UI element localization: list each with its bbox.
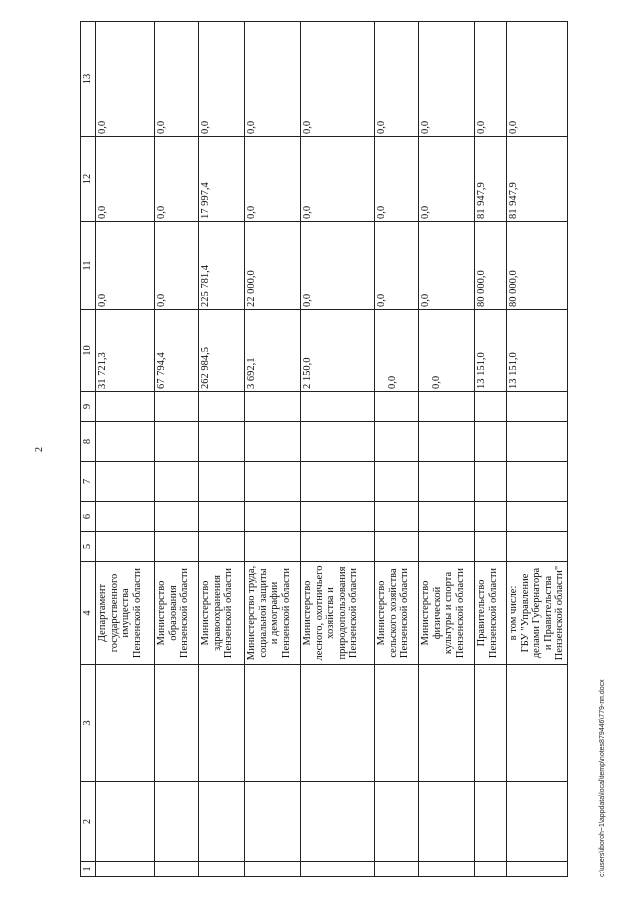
organization-line: сельского хозяйства bbox=[387, 568, 399, 658]
value-cell-col-11: 0,0 bbox=[419, 222, 475, 310]
column-header: 8 bbox=[81, 422, 96, 462]
value-cell-col-12: 0,0 bbox=[155, 137, 199, 222]
organization-line: Министерство bbox=[376, 580, 387, 646]
organization-line: Министерство bbox=[200, 580, 211, 646]
value-cell-col-10: 13 151,0 bbox=[475, 310, 507, 392]
empty-cell bbox=[419, 665, 475, 782]
organization-line: и демографии bbox=[269, 581, 280, 645]
table-row bbox=[507, 22, 568, 877]
value-cell-col-12: 0,0 bbox=[419, 137, 475, 222]
organization-line: Пензенской области bbox=[131, 567, 143, 659]
value-cell-col-11: 0,0 bbox=[155, 222, 199, 310]
organization-line: Пензенской области" bbox=[554, 565, 565, 661]
empty-cell bbox=[199, 422, 245, 462]
table-row bbox=[96, 22, 155, 877]
empty-cell bbox=[507, 462, 568, 502]
empty-cell bbox=[475, 502, 507, 532]
empty-cell bbox=[155, 422, 199, 462]
file-path-footer: c:\users\iboroh~1\appdata\local\temp\notes879446\779-пп.docx bbox=[599, 679, 606, 877]
empty-cell bbox=[375, 665, 419, 782]
empty-cell bbox=[507, 862, 568, 877]
page-number: 2 bbox=[34, 447, 45, 452]
empty-cell bbox=[199, 392, 245, 422]
empty-cell bbox=[199, 665, 245, 782]
table-row bbox=[199, 22, 245, 877]
empty-cell bbox=[245, 532, 301, 562]
organization-cell bbox=[96, 562, 155, 665]
empty-cell bbox=[96, 782, 155, 862]
column-header: 11 bbox=[81, 222, 96, 310]
empty-cell bbox=[245, 392, 301, 422]
column-header: 7 bbox=[81, 462, 96, 502]
value-cell-col-11: 22 000,0 bbox=[245, 222, 301, 310]
value-cell-col-13: 0,0 bbox=[375, 22, 419, 137]
organization-line: Департамент bbox=[97, 583, 108, 643]
organization-line: государственного bbox=[108, 573, 120, 653]
table-row bbox=[419, 22, 475, 877]
value-cell-col-10: 31 721,3 bbox=[96, 310, 155, 392]
value-cell-col-10: 67 794,4 bbox=[155, 310, 199, 392]
empty-cell bbox=[96, 392, 155, 422]
organization-line: Министерство bbox=[420, 580, 431, 646]
column-header: 10 bbox=[81, 310, 96, 392]
organization-line: Пензенской области bbox=[179, 567, 190, 659]
empty-cell bbox=[199, 502, 245, 532]
organization-cell bbox=[419, 562, 475, 665]
table-body bbox=[96, 22, 568, 877]
empty-cell bbox=[199, 782, 245, 862]
empty-cell bbox=[475, 532, 507, 562]
value-cell-col-12: 0,0 bbox=[245, 137, 301, 222]
empty-cell bbox=[419, 782, 475, 862]
table-row bbox=[245, 22, 301, 877]
organization-line: культуры и спорта bbox=[443, 571, 454, 655]
organization-line: Пензенской области bbox=[348, 567, 359, 659]
value-cell-col-13: 0,0 bbox=[475, 22, 507, 137]
value-cell-col-12: 81 947,9 bbox=[475, 137, 507, 222]
value-cell-col-13: 0,0 bbox=[199, 22, 245, 137]
organization-line: делами Губернатора bbox=[531, 567, 542, 659]
empty-cell bbox=[301, 422, 375, 462]
empty-cell bbox=[507, 532, 568, 562]
empty-cell bbox=[507, 422, 568, 462]
organization-line: Министерство bbox=[156, 580, 167, 646]
value-cell-col-13: 0,0 bbox=[155, 22, 199, 137]
organization-line: Пензенской области bbox=[487, 567, 499, 659]
empty-cell bbox=[96, 532, 155, 562]
empty-cell bbox=[155, 665, 199, 782]
empty-cell bbox=[375, 392, 419, 422]
organization-line: образования bbox=[167, 585, 179, 641]
value-cell-col-10: 0,0 bbox=[419, 310, 475, 392]
empty-cell bbox=[155, 502, 199, 532]
budget-table bbox=[80, 21, 568, 877]
organization-line: Министерство труда, bbox=[246, 565, 257, 661]
value-cell-col-12: 17 997,4 bbox=[199, 137, 245, 222]
organization-cell bbox=[199, 562, 245, 665]
empty-cell bbox=[199, 532, 245, 562]
value-cell-col-10: 2 150,0 bbox=[301, 310, 375, 392]
column-header: 1 bbox=[81, 862, 96, 877]
value-cell-col-12: 81 947,9 bbox=[507, 137, 568, 222]
value-cell-col-13: 0,0 bbox=[419, 22, 475, 137]
column-header: 9 bbox=[81, 392, 96, 422]
value-cell-col-11: 0,0 bbox=[96, 222, 155, 310]
value-cell-col-11: 0,0 bbox=[375, 222, 419, 310]
empty-cell bbox=[375, 422, 419, 462]
value-cell-col-10: 262 984,5 bbox=[199, 310, 245, 392]
value-cell-col-11: 0,0 bbox=[301, 222, 375, 310]
empty-cell bbox=[507, 782, 568, 862]
empty-cell bbox=[245, 422, 301, 462]
empty-cell bbox=[419, 462, 475, 502]
value-cell-col-13: 0,0 bbox=[301, 22, 375, 137]
organization-cell bbox=[475, 562, 507, 665]
column-header: 4 bbox=[81, 562, 96, 665]
empty-cell bbox=[301, 862, 375, 877]
organization-cell bbox=[375, 562, 419, 665]
empty-cell bbox=[245, 665, 301, 782]
empty-cell bbox=[507, 392, 568, 422]
empty-cell bbox=[475, 462, 507, 502]
organization-line: Пензенской области bbox=[223, 567, 234, 659]
value-cell-col-12: 0,0 bbox=[375, 137, 419, 222]
empty-cell bbox=[475, 782, 507, 862]
empty-cell bbox=[155, 462, 199, 502]
empty-cell bbox=[155, 782, 199, 862]
empty-cell bbox=[96, 502, 155, 532]
empty-cell bbox=[475, 665, 507, 782]
organization-line: в том числе: bbox=[508, 585, 519, 641]
empty-cell bbox=[96, 862, 155, 877]
organization-line: природопользования bbox=[336, 566, 348, 660]
value-cell-col-12: 0,0 bbox=[96, 137, 155, 222]
organization-cell bbox=[155, 562, 199, 665]
empty-cell bbox=[375, 862, 419, 877]
empty-cell bbox=[155, 532, 199, 562]
organization-line: лесного, охотничьего bbox=[313, 565, 325, 661]
empty-cell bbox=[96, 422, 155, 462]
empty-cell bbox=[301, 462, 375, 502]
value-cell-col-10: 13 151,0 bbox=[507, 310, 568, 392]
organization-line: и Правительства bbox=[542, 575, 554, 651]
organization-line: здравоохранения bbox=[211, 575, 223, 651]
value-cell-col-13: 0,0 bbox=[245, 22, 301, 137]
empty-cell bbox=[419, 392, 475, 422]
empty-cell bbox=[419, 502, 475, 532]
table-row bbox=[475, 22, 507, 877]
header-row bbox=[81, 22, 96, 877]
empty-cell bbox=[507, 665, 568, 782]
value-cell-col-11: 225 781,4 bbox=[199, 222, 245, 310]
empty-cell bbox=[155, 862, 199, 877]
empty-cell bbox=[245, 462, 301, 502]
empty-cell bbox=[245, 782, 301, 862]
organization-cell bbox=[507, 562, 568, 665]
organization-cell bbox=[245, 562, 301, 665]
empty-cell bbox=[301, 532, 375, 562]
empty-cell bbox=[475, 392, 507, 422]
column-header: 2 bbox=[81, 782, 96, 862]
organization-line: хозяйства и bbox=[325, 587, 336, 639]
value-cell-col-13: 0,0 bbox=[507, 22, 568, 137]
organization-line: Правительство bbox=[476, 579, 487, 647]
empty-cell bbox=[475, 422, 507, 462]
table-row bbox=[155, 22, 199, 877]
empty-cell bbox=[301, 782, 375, 862]
organization-line: Пензенской области bbox=[399, 567, 410, 659]
empty-cell bbox=[199, 862, 245, 877]
organization-line: Пензенской области bbox=[454, 567, 466, 659]
column-header: 12 bbox=[81, 137, 96, 222]
empty-cell bbox=[419, 532, 475, 562]
empty-cell bbox=[375, 782, 419, 862]
empty-cell bbox=[301, 502, 375, 532]
empty-cell bbox=[245, 862, 301, 877]
organization-line: ГБУ "Управление bbox=[519, 573, 531, 653]
empty-cell bbox=[155, 392, 199, 422]
empty-cell bbox=[301, 392, 375, 422]
organization-line: Пензенской области bbox=[280, 567, 292, 659]
empty-cell bbox=[199, 462, 245, 502]
table-row bbox=[375, 22, 419, 877]
value-cell-col-10: 0,0 bbox=[375, 310, 419, 392]
empty-cell bbox=[419, 422, 475, 462]
empty-cell bbox=[375, 502, 419, 532]
value-cell-col-10: 3 692,1 bbox=[245, 310, 301, 392]
empty-cell bbox=[419, 862, 475, 877]
organization-line: имущества bbox=[120, 588, 131, 638]
column-header: 13 bbox=[81, 22, 96, 137]
value-cell-col-11: 80 000,0 bbox=[475, 222, 507, 310]
table-row bbox=[301, 22, 375, 877]
organization-line: Министерство bbox=[302, 580, 313, 646]
column-header: 6 bbox=[81, 502, 96, 532]
column-header: 5 bbox=[81, 532, 96, 562]
empty-cell bbox=[301, 665, 375, 782]
value-cell-col-13: 0,0 bbox=[96, 22, 155, 137]
empty-cell bbox=[96, 665, 155, 782]
organization-cell bbox=[301, 562, 375, 665]
value-cell-col-12: 0,0 bbox=[301, 137, 375, 222]
empty-cell bbox=[96, 462, 155, 502]
empty-cell bbox=[507, 502, 568, 532]
empty-cell bbox=[375, 532, 419, 562]
column-header: 3 bbox=[81, 665, 96, 782]
organization-line: физической bbox=[431, 586, 443, 640]
empty-cell bbox=[245, 502, 301, 532]
rotated-page-content bbox=[80, 22, 606, 877]
empty-cell bbox=[375, 462, 419, 502]
organization-line: социальной защиты bbox=[257, 568, 269, 658]
empty-cell bbox=[475, 862, 507, 877]
value-cell-col-11: 80 000,0 bbox=[507, 222, 568, 310]
